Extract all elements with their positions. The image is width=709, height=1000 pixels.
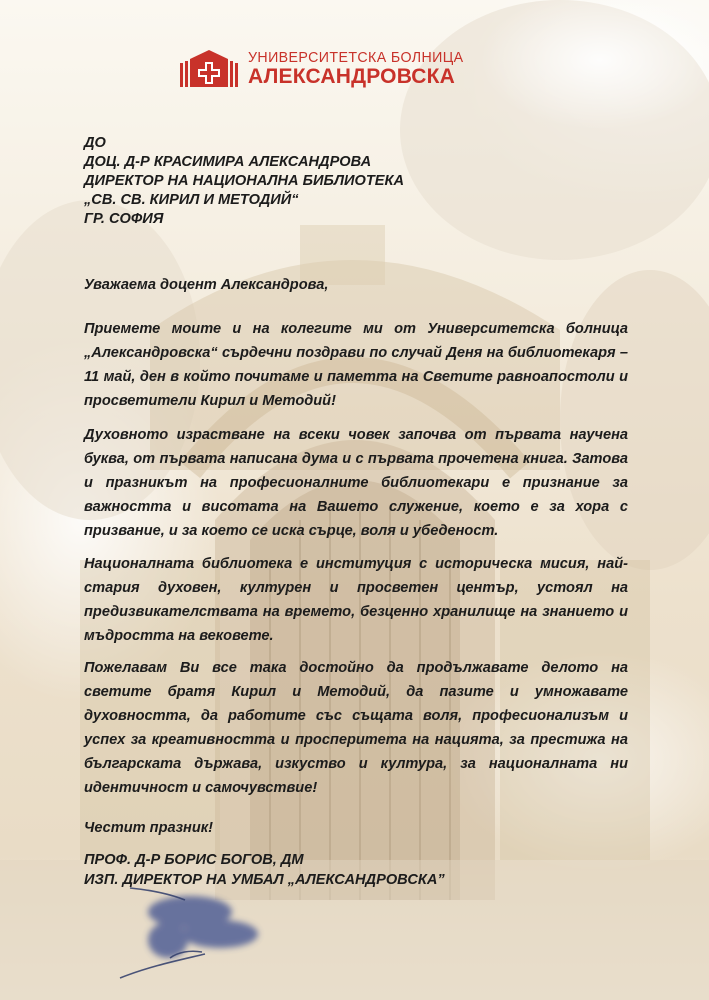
logo-line-university-hospital: УНИВЕРСИТЕТСКА БОЛНИЦА: [248, 49, 464, 66]
address-line-city: ГР. СОФИЯ: [84, 211, 164, 227]
handwritten-signature: [110, 880, 300, 990]
paragraph-greeting: Приемете моите и на колегите ми от Университетска болница „Александровска“ сърдечни поздрави по случай Деня на библиотекаря – 11 май, ден в който почитаме и паметта на Светите равноапостоли и просветители Кирил и Методий!: [84, 321, 628, 409]
signatory-title: ИЗП. ДИРЕКТОР НА УМБАЛ „АЛЕКСАНДРОВСКА”: [84, 872, 445, 888]
logo-line-aleksandrovska: АЛЕКСАНДРОВСКА: [248, 65, 456, 89]
hospital-cross-icon: [178, 49, 240, 89]
recipient-address: [84, 134, 628, 229]
paragraph-national-library: Националната библиотека е институция с историческа мисия, най-стария духовен, културен и просветен център, устоял на предизвикателствата на времето, безценно хранилище на знанието и мъдростта на вековете.: [84, 556, 628, 644]
paragraph-wishes: Пожелавам Ви все така достойно да продължавате делото на светите братя Кирил и Методий, да пазите и умножавате духовността, да работите със същата воля, професионализъм и успех за креативността и просперитета на нацията, за престижа на българската държава, изкуство и култура, за националната ни идентичност и самочувствие!: [84, 660, 628, 796]
letter-body: [84, 134, 628, 888]
address-line-position: ДИРЕКТОР НА НАЦИОНАЛНА БИБЛИОТЕКА: [84, 173, 405, 189]
address-line-to: ДО: [84, 135, 106, 151]
address-line-institution: „СВ. СВ. КИРИЛ И МЕТОДИЙ“: [84, 192, 299, 208]
salutation: Уважаема доцент Александрова,: [84, 277, 329, 293]
address-line-name: ДОЦ. Д-Р КРАСИМИРА АЛЕКСАНДРОВА: [84, 154, 372, 170]
signatory-name: ПРОФ. Д-Р БОРИС БОГОВ, ДМ: [84, 852, 304, 868]
hospital-logo: [178, 46, 468, 92]
closing-line: Честит празник!: [84, 820, 214, 836]
logo-text: [248, 51, 468, 88]
paragraph-spiritual-growth: Духовното израстване на всеки човек започва от първата научена буква, от първата написана дума и с първата прочетена книга. Затова и празникът на професионалните библиотекари е признание за важността и висотата на Вашето служение, което е за хора с призвание, и за което се иска сърце, воля и убеденост.: [84, 427, 628, 539]
